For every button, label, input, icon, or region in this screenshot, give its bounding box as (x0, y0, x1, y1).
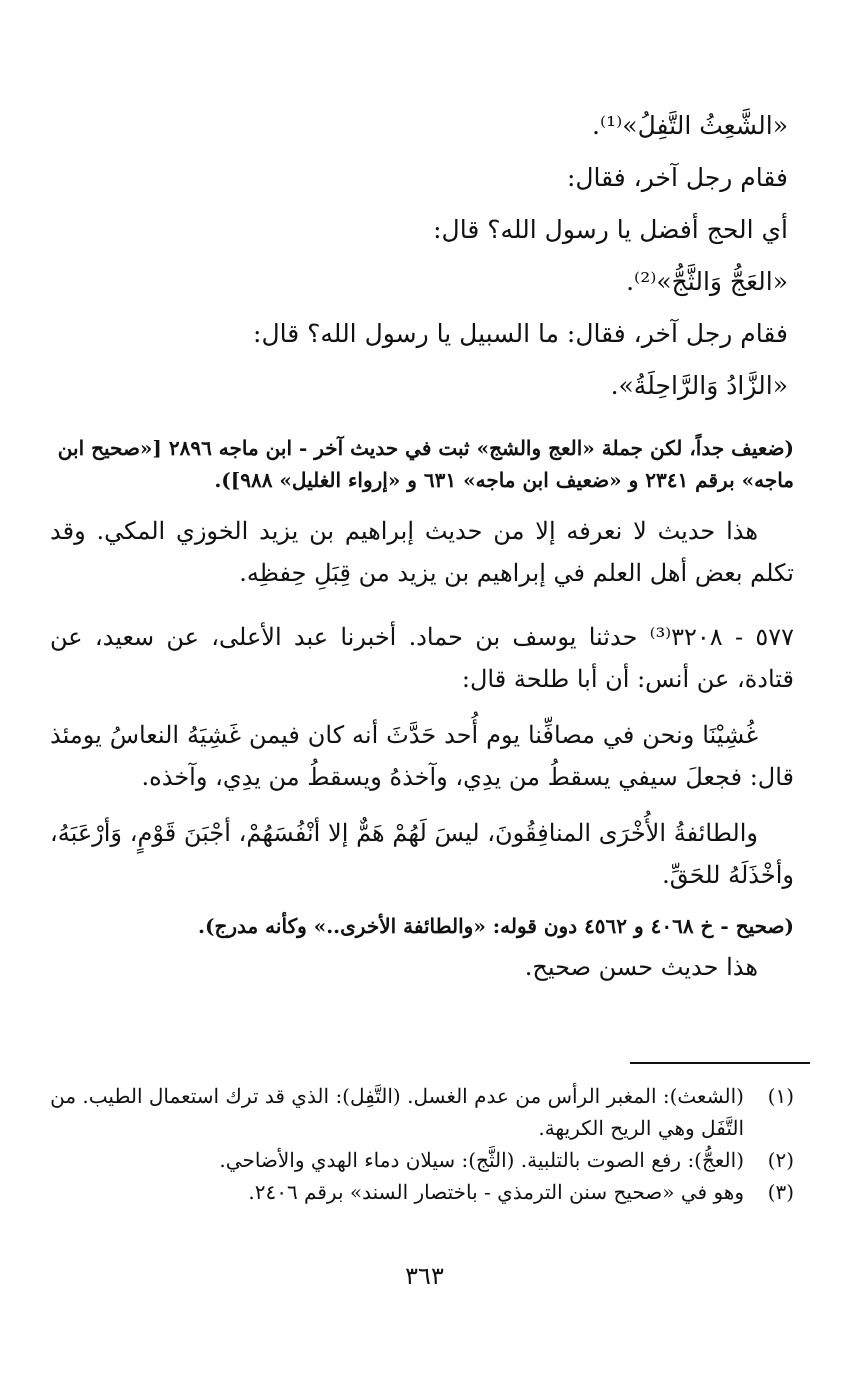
hadith-grade-note: (صحيح - خ ٤٠٦٨ و ٤٥٦٢ دون قوله: «والطائفة الأخرى..» وكأنه مدرج). (198, 914, 794, 938)
footnote-text: وهو في «صحيح سنن الترمذي - باختصار السند» برقم ٢٤٠٦. (248, 1180, 744, 1204)
text-line: أي الحج أفضل يا رسول الله؟ قال: (433, 215, 788, 244)
footnote-number: (١) (767, 1084, 794, 1108)
hadith-chain: ٥٧٧ - ٣٢٠٨⁽³⁾ حدثنا يوسف بن حماد. أخبرنا عبد الأعلى، عن سعيد، عن قتادة، عن أنس: أن أبا طلحة قال: (50, 623, 794, 693)
hadith-grade-note: (ضعيف جداً، لكن جملة «العج والشج» ثبت في حديث آخر - ابن ماجه ٢٨٩٦ [«صحيح ابن ماجه» برقم ٢٣٤١ و «ضعيف ابن ماجه» ٦٣١ و «إرواء الغليل» ٩٨٨]). (57, 436, 794, 492)
footnote (50, 1176, 794, 1208)
footnote-text: (العجُّ): رفع الصوت بالتلبية. (الثَّج): سيلان دماء الهدي والأضاحي. (219, 1148, 744, 1172)
page-number: ٣٦٣ (405, 1262, 444, 1290)
hadith-text: والطائفةُ الأُخْرَى المنافِقُونَ، ليسَ لَهُمْ هَمٌّ إلا أنْفُسَهُمْ، أجْبَنَ قَوْمٍ، وَأرْعَبَهُ، وأخْذَلَهُ للحَقِّ. (50, 819, 794, 889)
footnote-number: (٣) (767, 1180, 794, 1204)
text-line: فقام رجل آخر، فقال: ما السبيل يا رسول الله؟ قال: (253, 319, 788, 348)
text-line: «الشَّعِثُ التَّفِلُ»⁽¹⁾. (592, 111, 788, 140)
footnote (50, 1080, 794, 1144)
footnote-text: (الشعث): المغبر الرأس من عدم الغسل. (التَّفِل): الذي قد ترك استعمال الطيب. من التَّفَل وهي الريح الكريهة. (50, 1084, 744, 1140)
commentary-paragraph: هذا حديث حسن صحيح. (524, 953, 758, 981)
text-line: «العَجُّ وَالثَّجُّ»⁽²⁾. (626, 267, 788, 296)
footnote (50, 1144, 794, 1176)
footnote-number: (٢) (767, 1148, 794, 1172)
text-line: فقام رجل آخر، فقال: (566, 163, 788, 192)
footnote-separator (630, 1062, 810, 1064)
commentary-paragraph: هذا حديث لا نعرفه إلا من حديث إبراهيم بن يزيد الخوزي المكي. وقد تكلم بعض أهل العلم في إبراهيم بن يزيد من قِبَلِ حِفظِه. (50, 517, 794, 587)
footnotes (50, 1080, 794, 1208)
text-line: «الزَّادُ وَالرَّاحِلَةُ». (610, 371, 788, 400)
hadith-text: غُشِيْنَا ونحن في مصافِّنا يوم أُحد حَدَّثَ أنه كان فيمن غَشِيَهُ النعاسُ يومئذ قال: فجعلَ سيفي يسقطُ من يدِي، وآخذهُ ويسقطُ من يدِي، وآخذه. (50, 721, 794, 791)
